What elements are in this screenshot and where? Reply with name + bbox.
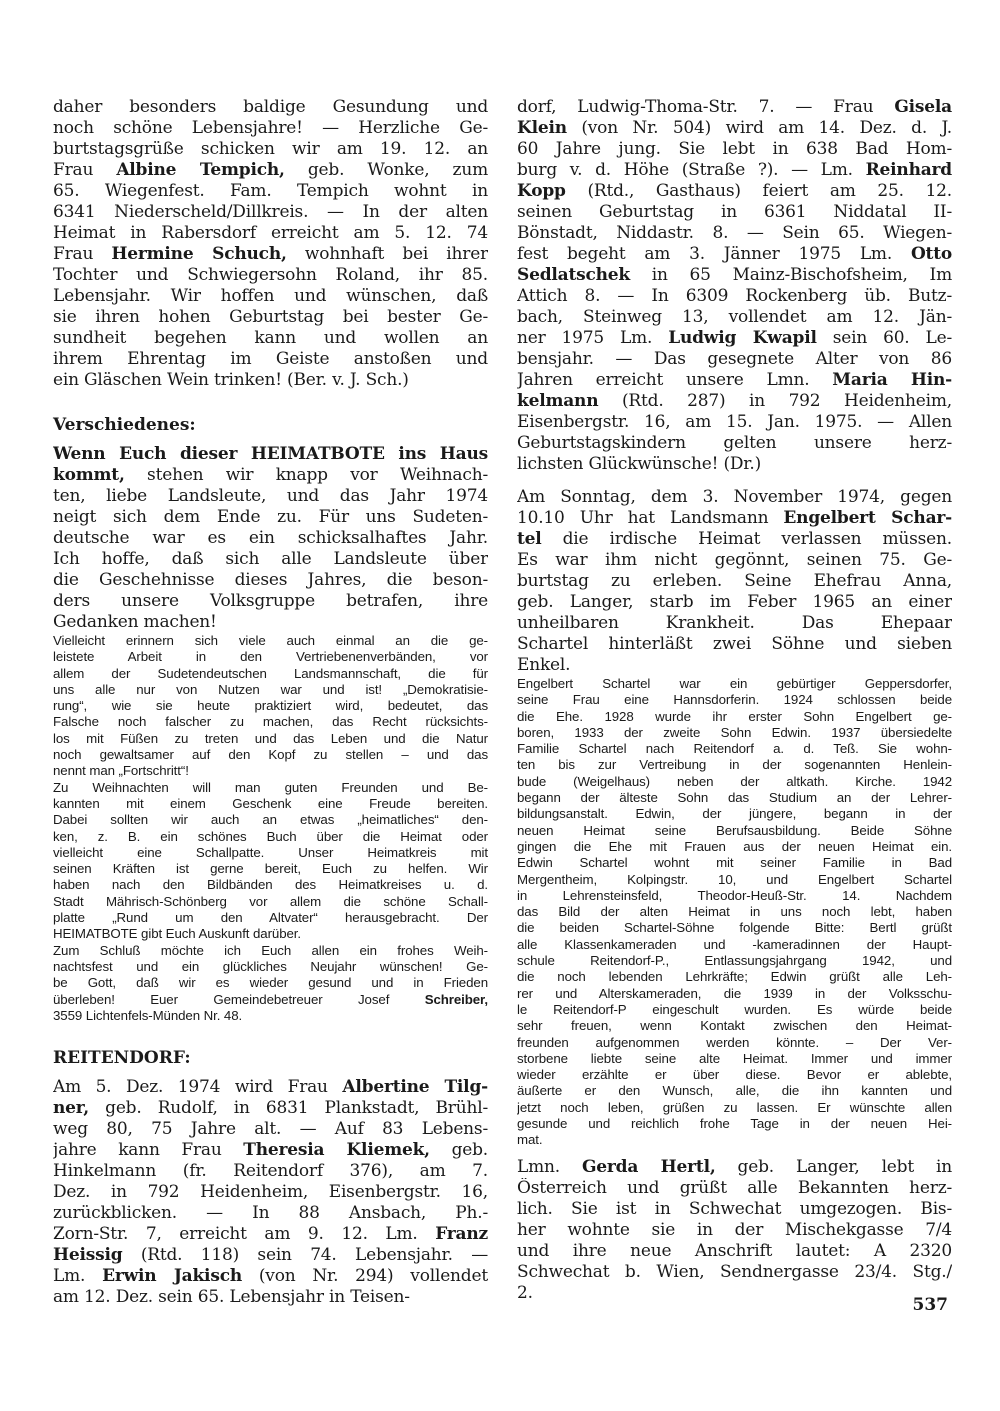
text-line: Heissig (Rtd. 118) sein 74. Lebensjahr. — <box>53 1245 488 1266</box>
gerda-hertl-paragraph <box>517 1157 952 1304</box>
text-line: äußerte er den Wunsch, alle, die ihn kannten und <box>517 1083 952 1099</box>
gift-suggestion-paragraph <box>53 780 488 943</box>
obituary-paragraph <box>517 487 952 676</box>
text-line: los mit Füßen zu treten und das Leben und die Natur <box>53 730 488 746</box>
text-line: 6341 Niederscheld/Dillkreis. — In der alten <box>53 202 488 222</box>
section-heading-reitendorf: REITENDORF: <box>53 1048 191 1069</box>
text-line: noch schöne Lebensjahre! — Herzliche Ge- <box>53 118 488 138</box>
text-line: mat. <box>517 1132 543 1148</box>
text-line: Frau Hermine Schuch, wohnhaft bei ihrer <box>53 244 488 264</box>
text-line: Enkel. <box>517 655 571 675</box>
text-line: ten, liebe Landsleute, und das Jahr 1974 <box>53 486 488 506</box>
text-line: rer und Alterskameraden, die 1939 in der Volksschu- <box>517 985 952 1001</box>
bold-name: Gisela <box>894 97 952 117</box>
text-line: 60 Jahre jung. Sie lebt in 638 Bad Hom- <box>517 139 952 159</box>
text-line: nachtsfest und ein glückliches Neujahr wünschen! Ge- <box>53 958 488 974</box>
bold-name: Maria Hin- <box>832 370 952 390</box>
text-line: Frau Albine Tempich, geb. Wonke, zum <box>53 160 488 180</box>
text-line: platte „Rund um den Altvater“ herausgebracht. Der <box>53 910 488 926</box>
text-line: seine Frau eine Hannsdorferin. 1924 schlossen beide <box>517 692 952 708</box>
text-line: uns alle nur von Nutzen war und ist! „Demokratisie- <box>53 681 488 697</box>
text-line: Mergentheim, Kolpingstr. 10, und Engelbert Schartel <box>517 871 952 887</box>
bold-name: Schreiber, <box>424 991 488 1007</box>
text-line: Falsche noch falscher zu machen, das Recht rücksichts- <box>53 714 488 730</box>
text-line: sehr freuen, wenn Kontakt zwischen den Heimat- <box>517 1018 952 1034</box>
text-line: lich. Sie ist in Schwechat umgezogen. Bis- <box>517 1198 952 1219</box>
text-line: ihrem Ehrentag im Geiste anstoßen und <box>53 349 488 369</box>
text-line: Bönstadt, Niddastr. 8. — Sein 65. Wiegen- <box>517 223 952 243</box>
text-line: noch gewaltsamer auf den Kopf zu stellen – und das <box>53 747 488 763</box>
birthday-greetings-paragraph <box>53 97 488 391</box>
text-line: Attich 8. — In 6309 Rockenberg üb. Butz- <box>517 286 952 306</box>
text-line: Heimat in Rabersdorf erreicht am 5. 12. 74 <box>53 223 488 243</box>
text-line: Es war ihm nicht gegönnt, seinen 75. Ge- <box>517 550 952 570</box>
text-line: Lebensjahr. Wir hoffen und wünschen, daß <box>53 286 488 306</box>
christmas-message-paragraph <box>53 444 488 633</box>
text-line: allem der Sudetendeutschen Landsmannschaft, die für <box>53 665 488 681</box>
right-column <box>517 97 952 1304</box>
text-line: Dez. in 792 Heidenheim, Eisenbergstr. 16, <box>53 1182 488 1203</box>
text-line: jahre kann Frau Theresia Kliemek, geb. <box>53 1140 488 1161</box>
text-line: überleben! Euer Gemeindebetreuer Josef Schreiber, <box>53 991 488 1007</box>
text-line: bildungsanstalt. Edwin, der jüngere, begann in der <box>517 806 952 822</box>
text-line <box>53 444 488 465</box>
bold-name: kommt, <box>53 465 125 485</box>
text-line: kannten mit einem Geschenk eine Freude bereiten. <box>53 795 488 811</box>
text-line: zurückblicken. — In 88 Ansbach, Ph.- <box>53 1203 488 1224</box>
text-line: burtstag zu erleben. Seine Ehefrau Anna, <box>517 571 952 591</box>
text-line: kommt, stehen wir knapp vor Weihnach- <box>53 465 488 485</box>
bold-name: Kopp <box>517 181 566 201</box>
text-line: Hinkelmann (fr. Reitendorf 376), am 7. <box>53 1161 488 1182</box>
text-line: Ich hoffe, daß sich alle Landsleute über <box>53 549 488 569</box>
bold-name: Erwin Jakisch <box>102 1266 242 1287</box>
text-line: die Geschehnisse dieses Jahres, die beson- <box>53 570 488 590</box>
text-line: Am Sonntag, dem 3. November 1974, gegen <box>517 487 952 507</box>
text-line: gingen die Ehe mit Frauen aus der neuen Heimat ein. <box>517 838 952 854</box>
text-line: boren, 1933 der zweite Sohn Edwin. 1937 übersiedelte <box>517 724 952 740</box>
bold-name: Ludwig Kwapil <box>668 328 817 348</box>
text-line: bach, Steinweg 13, vollendet am 12. Jän- <box>517 307 952 327</box>
text-line: storbene liebte seine alte Heimat. Immer und immer <box>517 1050 952 1066</box>
text-line: Am 5. Dez. 1974 wird Frau Albertine Tilg- <box>53 1077 488 1098</box>
text-line: be Gott, daß wir es wieder gesund und in Frieden <box>53 975 488 991</box>
text-line: geb. Langer, starb im Feber 1965 an einer <box>517 592 952 612</box>
text-line: Sedlatschek in 65 Mainz-Bischofsheim, Im <box>517 265 952 285</box>
text-line: lichsten Glückwünsche! (Dr.) <box>517 454 761 474</box>
bold-name: Albertine Tilg- <box>342 1077 488 1098</box>
page-number: 537 <box>912 1295 948 1315</box>
text-line: seinen Geburtstag in 6361 Niddatal II- <box>517 202 952 222</box>
bold-name: tel <box>517 529 542 549</box>
text-line: die beiden Schartel-Söhne folgende Bitte: Bertl grüßt <box>517 920 952 936</box>
text-line: 10.10 Uhr hat Landsmann Engelbert Schar- <box>517 508 952 528</box>
text-line: sundheit begehen kann und wollen an <box>53 328 488 348</box>
text-line: dorf, Ludwig-Thoma-Str. 7. — Frau Gisela <box>517 97 952 117</box>
text-line: Zorn-Str. 7, erreicht am 9. 12. Lm. Franz <box>53 1224 488 1245</box>
text-line: sie ihren hohen Geburtstag bei bester Ge- <box>53 307 488 327</box>
text-line: Lmn. Gerda Hertl, geb. Langer, lebt in <box>517 1156 952 1177</box>
text-line: wieder erzählte er über diese. Bevor er ablebte, <box>517 1067 952 1083</box>
text-line: daher besonders baldige Gesundung und <box>53 97 488 117</box>
text-line: 65. Wiegenfest. Fam. Tempich wohnt in <box>53 181 488 201</box>
text-line: Schartel hinterläßt zwei Söhne und sieben <box>517 634 952 654</box>
text-line: Kopp (Rtd., Gasthaus) feiert am 25. 12. <box>517 181 952 201</box>
bold-name: Sedlatschek <box>517 265 630 285</box>
text-line: Zu Weihnachten will man guten Freunden und Be- <box>53 779 488 795</box>
bold-name: Gerda Hertl, <box>581 1156 716 1177</box>
text-line: le Reitendorf-P eingeschult wurden. Es würde beide <box>517 1001 952 1017</box>
text-line: kelmann (Rtd. 287) in 792 Heidenheim, <box>517 391 952 411</box>
text-line: ner 1975 Lm. Ludwig Kwapil sein 60. Le- <box>517 328 952 348</box>
bold-name: Hermine Schuch, <box>111 244 287 264</box>
text-line: die Ehe. 1928 wurde ihr erster Sohn Engelbert ge- <box>517 708 952 724</box>
text-line: das Bild der alten Heimat in uns noch lebt, haben <box>517 904 952 920</box>
text-line: fest begeht am 3. Jänner 1975 Lm. Otto <box>517 244 952 264</box>
reitendorf-birthdays-paragraph <box>53 1077 488 1308</box>
text-line: Österreich und grüßt alle Bekannten herz- <box>517 1177 952 1198</box>
bold-name: Albine Tempich, <box>116 160 285 180</box>
bold-name: Theresia Kliemek, <box>243 1140 430 1161</box>
text-line: Lm. Erwin Jakisch (von Nr. 294) vollendet <box>53 1266 488 1287</box>
text-line: neigt sich dem Ende zu. Für uns Sudeten- <box>53 507 488 527</box>
text-line: ten bis zur Vertreibung in der sogenannten Henlein- <box>517 757 952 773</box>
text-line: am 12. Dez. sein 65. Lebensjahr in Teisen- <box>53 1287 410 1308</box>
text-line: neuen Heimat seine Berufsausbildung. Beide Söhne <box>517 822 952 838</box>
text-line: Dabei sollten wir auch an etwas „heimatliches“ den- <box>53 812 488 828</box>
bold-name: kelmann <box>517 391 599 411</box>
text-line: Edwin Schartel wohnt mit seiner Familie in Bad <box>517 855 952 871</box>
text-line: Geburtstagskindern gelten unsere herz- <box>517 433 952 453</box>
bold-name: Otto <box>910 244 952 264</box>
text-line: jetzt noch leben, grüßen zu lassen. Er wünschte allen <box>517 1099 952 1115</box>
bold-name: Engelbert Schar- <box>783 508 952 528</box>
bold-name: Heissig <box>53 1245 123 1266</box>
text-line: Gedanken machen! <box>53 612 217 632</box>
bold-name: Wenn Euch dieser HEIMATBOTE ins Haus <box>53 444 488 464</box>
text-line: bensjahr. — Das gesegnete Alter von 86 <box>517 349 952 369</box>
text-line: seinen Kräften ist gerne bereit, Euch zu helfen. Wir <box>53 861 488 877</box>
text-line: begann der älteste Sohn das Studium an der Lehrer- <box>517 790 952 806</box>
text-line: Familie Schartel nach Reitendorf a. d. Teß. Sie wohn- <box>517 741 952 757</box>
text-line: burg v. d. Höhe (Straße ?). — Lm. Reinhard <box>517 160 952 180</box>
text-line: unheilbaren Krankheit. Das Ehepaar <box>517 613 952 633</box>
text-line: Eisenbergstr. 16, am 15. Jan. 1975. — Allen <box>517 412 952 432</box>
text-line: Stadt Mährisch-Schönberg vor allem die schöne Schall- <box>53 893 488 909</box>
text-line: nennt man „Fortschritt“! <box>53 763 189 779</box>
text-line: ders unsere Volksgruppe betrafen, ihre <box>53 591 488 611</box>
text-line: her wohnte sie in der Mischekgasse 7/4 <box>517 1219 952 1240</box>
text-line: 2. <box>517 1282 533 1303</box>
text-line: Schwechat b. Wien, Sendnergasse 23/4. Stg./ <box>517 1261 952 1282</box>
bold-name: ner, <box>53 1098 90 1119</box>
text-line: Vielleicht erinnern sich viele auch einmal an die ge- <box>53 633 488 648</box>
text-line: die noch lebenden Lehrkräfte; Edwin grüßt alle Leh- <box>517 969 952 985</box>
text-line: vielleicht eine Schallpatte. Unser Heimatkreis mit <box>53 844 488 860</box>
text-line: freunden aufgenommen werden könnte. – Der Ver- <box>517 1034 952 1050</box>
text-line: Zum Schluß möchte ich Euch allen ein frohes Weih- <box>53 942 488 958</box>
text-line: ner, geb. Rudolf, in 6831 Plankstadt, Brühl- <box>53 1098 488 1119</box>
text-line: und ihre neue Anschrift lautet: A 2320 <box>517 1240 952 1261</box>
text-line: rung“, wie sie heute praktiziert wird, bedeutet, das <box>53 698 488 714</box>
text-line: gesunde und reichlich frohe Tage in der neuen Hei- <box>517 1116 952 1132</box>
text-line: 3559 Lichtenfels-Münden Nr. 48. <box>53 1007 243 1023</box>
text-line: Jahren erreicht unsere Lmn. Maria Hin- <box>517 370 952 390</box>
text-line: haben nach den Bildbänden des Heimatkreises u. d. <box>53 877 488 893</box>
text-line: ein Gläschen Wein trinken! (Ber. v. J. Sch.) <box>53 370 409 390</box>
closing-wishes-paragraph <box>53 943 488 1024</box>
text-line: leistete Arbeit in den Vertriebenenverbänden, vor <box>53 649 488 665</box>
text-line: weg 80, 75 Jahre alt. — Auf 83 Lebens- <box>53 1119 488 1140</box>
bold-name: Franz <box>435 1224 488 1245</box>
text-line: Engelbert Schartel war ein gebürtiger Geppersdorfer, <box>517 676 952 691</box>
text-line: HEIMATBOTE gibt Euch Auskunft darüber. <box>53 926 301 942</box>
vertriebenen-paragraph <box>53 633 488 780</box>
text-line: Klein (von Nr. 504) wird am 14. Dez. d. J. <box>517 118 952 138</box>
obituary-details-paragraph <box>517 676 952 1149</box>
left-column <box>53 97 488 1308</box>
text-line: bude (Weigelhaus) neben der altkath. Kirche. 1942 <box>517 773 952 789</box>
text-line: burtstagsgrüße schicken wir am 19. 12. an <box>53 139 488 159</box>
text-line: in Lehrensteinsfeld, Theodor-Heuß-Str. 14. Nachdem <box>517 887 952 903</box>
text-line: ken, z. B. ein schönes Buch über die Heimat oder <box>53 828 488 844</box>
text-line: Tochter und Schwiegersohn Roland, ihr 85. <box>53 265 488 285</box>
birthdays-continued-paragraph <box>517 97 952 475</box>
text-line: deutsche war es ein schicksalhaftes Jahr. <box>53 528 488 548</box>
text-line: tel die irdische Heimat verlassen müssen. <box>517 529 952 549</box>
text-line: alle Klassenkameraden und -kameradinnen der Haupt- <box>517 936 952 952</box>
section-heading-verschiedenes: Verschiedenes: <box>53 415 196 435</box>
text-line: schule Reitendorf-P., Entlassungsjahrgang 1942, und <box>517 953 952 969</box>
bold-name: Klein <box>517 118 567 138</box>
bold-name: Reinhard <box>865 160 952 180</box>
